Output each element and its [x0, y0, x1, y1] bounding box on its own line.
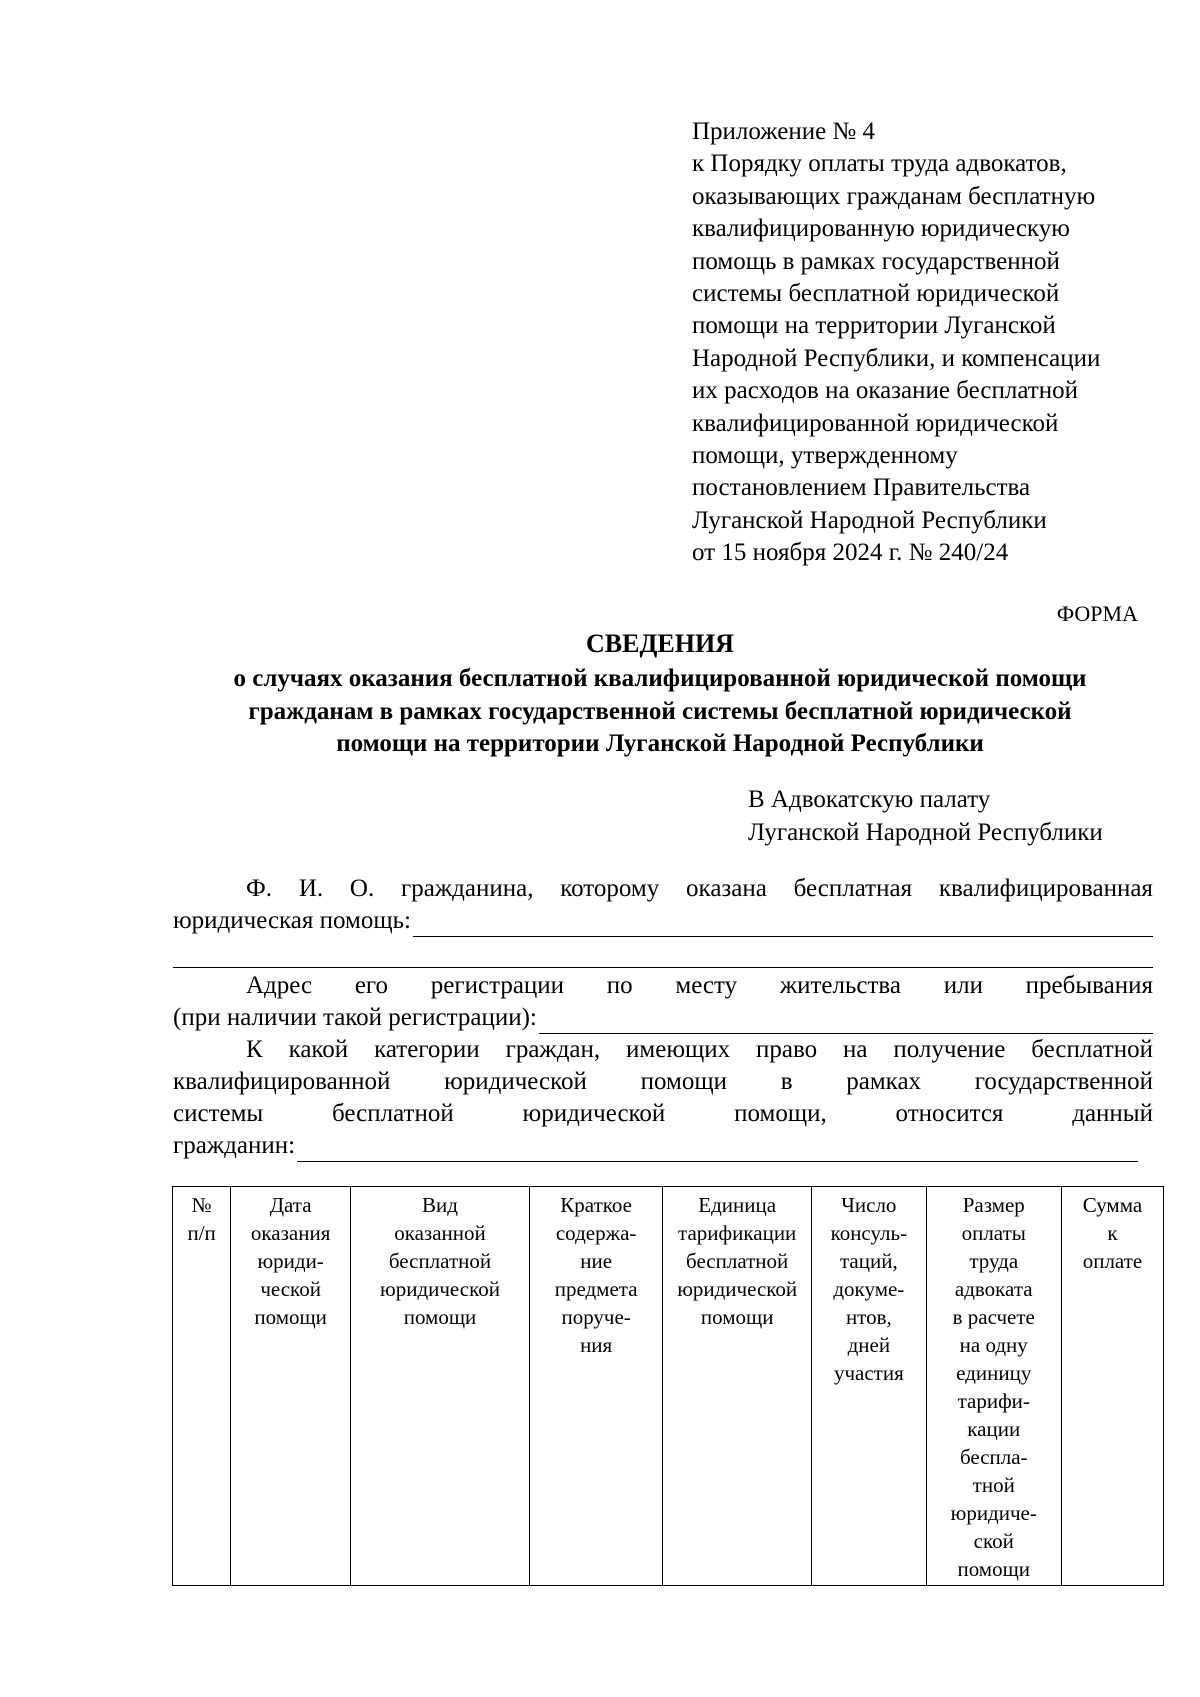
category-label-line4 [173, 1130, 1138, 1162]
word: О. [349, 875, 375, 902]
category-label-line3 [173, 1098, 1153, 1130]
category-label-line1 [173, 1034, 1153, 1066]
word: по [606, 972, 633, 999]
col-header-date: Дата оказания юриди- ческой помощи [231, 1187, 351, 1586]
word: юридической [444, 1068, 587, 1095]
word: месту [675, 972, 738, 999]
word: какой [288, 1036, 349, 1063]
word: данный [1072, 1100, 1153, 1127]
word: квалифицированной [173, 1068, 391, 1095]
col-header-help-type: Вид оказанной бесплатной юридической помощи [350, 1187, 529, 1586]
word: помощи, [734, 1100, 827, 1127]
appendix-line: квалифицированной юридической [692, 409, 1059, 437]
form-label: ФОРМА [1056, 601, 1138, 626]
fio-label-line2 [173, 905, 1153, 937]
word: пребывания [1025, 972, 1153, 999]
col-header-number: № п/п [173, 1187, 231, 1586]
appendix-line: постановлением Правительства [692, 474, 1031, 502]
word: бесплатной [1031, 1036, 1153, 1063]
category-fill-line[interactable] [297, 1137, 1138, 1162]
word: оказана [686, 875, 767, 902]
word: бесплатной [332, 1100, 454, 1127]
word: жительства [779, 972, 901, 999]
subtitle-line: о случаях оказания бесплатной квалифицированной юридической помощи [233, 665, 1087, 692]
appendix-line: квалифицированную юридическую [692, 215, 1070, 243]
addressee-line: В Адвокатскую палату [748, 786, 991, 813]
word: рамках [846, 1068, 922, 1095]
appendix-line: Приложение № 4 [692, 118, 876, 145]
address-fill-line[interactable] [539, 1009, 1153, 1034]
word: Ф. [246, 875, 273, 902]
word: системы [173, 1100, 264, 1127]
appendix-line: системы бесплатной юридической [692, 280, 1060, 308]
col-header-amount: Сумма к оплате [1061, 1187, 1163, 1586]
fio-fill-line-extra[interactable] [173, 943, 1153, 968]
word: юридической [522, 1100, 666, 1127]
word: или [943, 972, 983, 999]
word: право [756, 1036, 818, 1063]
col-header-summary: Краткое содержа- ние предмета поруче- ния [530, 1187, 663, 1586]
document-subtitle [170, 663, 1150, 761]
category-label: гражданин: [173, 1132, 296, 1159]
word: регистрации [430, 972, 565, 999]
address-label-line1 [173, 970, 1153, 1002]
fio-field-block [173, 873, 1153, 968]
word: категории [374, 1036, 480, 1063]
addressee-line: Луганской Народной Республики [748, 819, 1103, 846]
appendix-line: Народной Республики, и компенсации [692, 344, 1101, 372]
col-header-count: Число консуль- таций, докуме- нтов, дней участия [812, 1187, 927, 1586]
appendix-line: оказывающих гражданам бесплатную [692, 182, 1096, 210]
subtitle-line: гражданам в рамках государственной системы бесплатной юридической [248, 697, 1072, 725]
word: граждан, [505, 1036, 601, 1063]
addressee-block [748, 783, 1103, 849]
col-header-tariff-unit: Единица тарификации бесплатной юридической помощи [663, 1187, 812, 1586]
word: его [354, 972, 389, 999]
fio-label-line1 [173, 873, 1153, 905]
word: Адрес [246, 972, 313, 999]
services-table [172, 1186, 1164, 1586]
word: на [843, 1036, 868, 1063]
subtitle-line: помощи на территории Луганской Народной Республики [336, 730, 984, 757]
word: государственной [974, 1068, 1153, 1095]
table-header-row [173, 1187, 1164, 1586]
word: относится [895, 1100, 1004, 1127]
document-title: СВЕДЕНИЯ [586, 629, 734, 658]
appendix-line: от 15 ноября 2024 г. № 240/24 [692, 539, 1009, 567]
word: И. [298, 875, 324, 902]
word: получение [893, 1036, 1006, 1063]
appendix-line: к Порядку оплаты труда адвокатов, [692, 150, 1067, 178]
word: К [246, 1036, 263, 1063]
appendix-line: помощи, утвержденному [692, 442, 958, 470]
category-label-line2 [173, 1066, 1153, 1098]
address-label-line2 [173, 1002, 1153, 1034]
address-label: (при наличии такой регистрации): [173, 1004, 537, 1031]
appendix-line: их расходов на оказание бесплатной [692, 377, 1078, 405]
word: имеющих [626, 1036, 731, 1063]
word: гражданина, [401, 875, 534, 902]
word: в [780, 1068, 793, 1095]
word: помощи [640, 1068, 727, 1095]
appendix-line: Луганской Народной Республики [692, 506, 1047, 534]
col-header-rate: Размер оплаты труда адвоката в расчете на одну единицу тарифи- кации беспла- тной юридиче- ской помощи [926, 1187, 1061, 1586]
fio-label: юридическая помощь: [173, 907, 411, 934]
word: бесплатная [793, 875, 913, 902]
address-field-block [173, 970, 1153, 1034]
appendix-line: помощь в рамках государственной [692, 247, 1060, 275]
appendix-line: помощи на территории Луганской [692, 312, 1056, 340]
word: которому [560, 875, 660, 902]
appendix-reference [692, 116, 1172, 570]
fio-fill-line[interactable] [413, 912, 1153, 937]
word: квалифицированная [938, 875, 1153, 902]
category-field-block [173, 1034, 1153, 1162]
